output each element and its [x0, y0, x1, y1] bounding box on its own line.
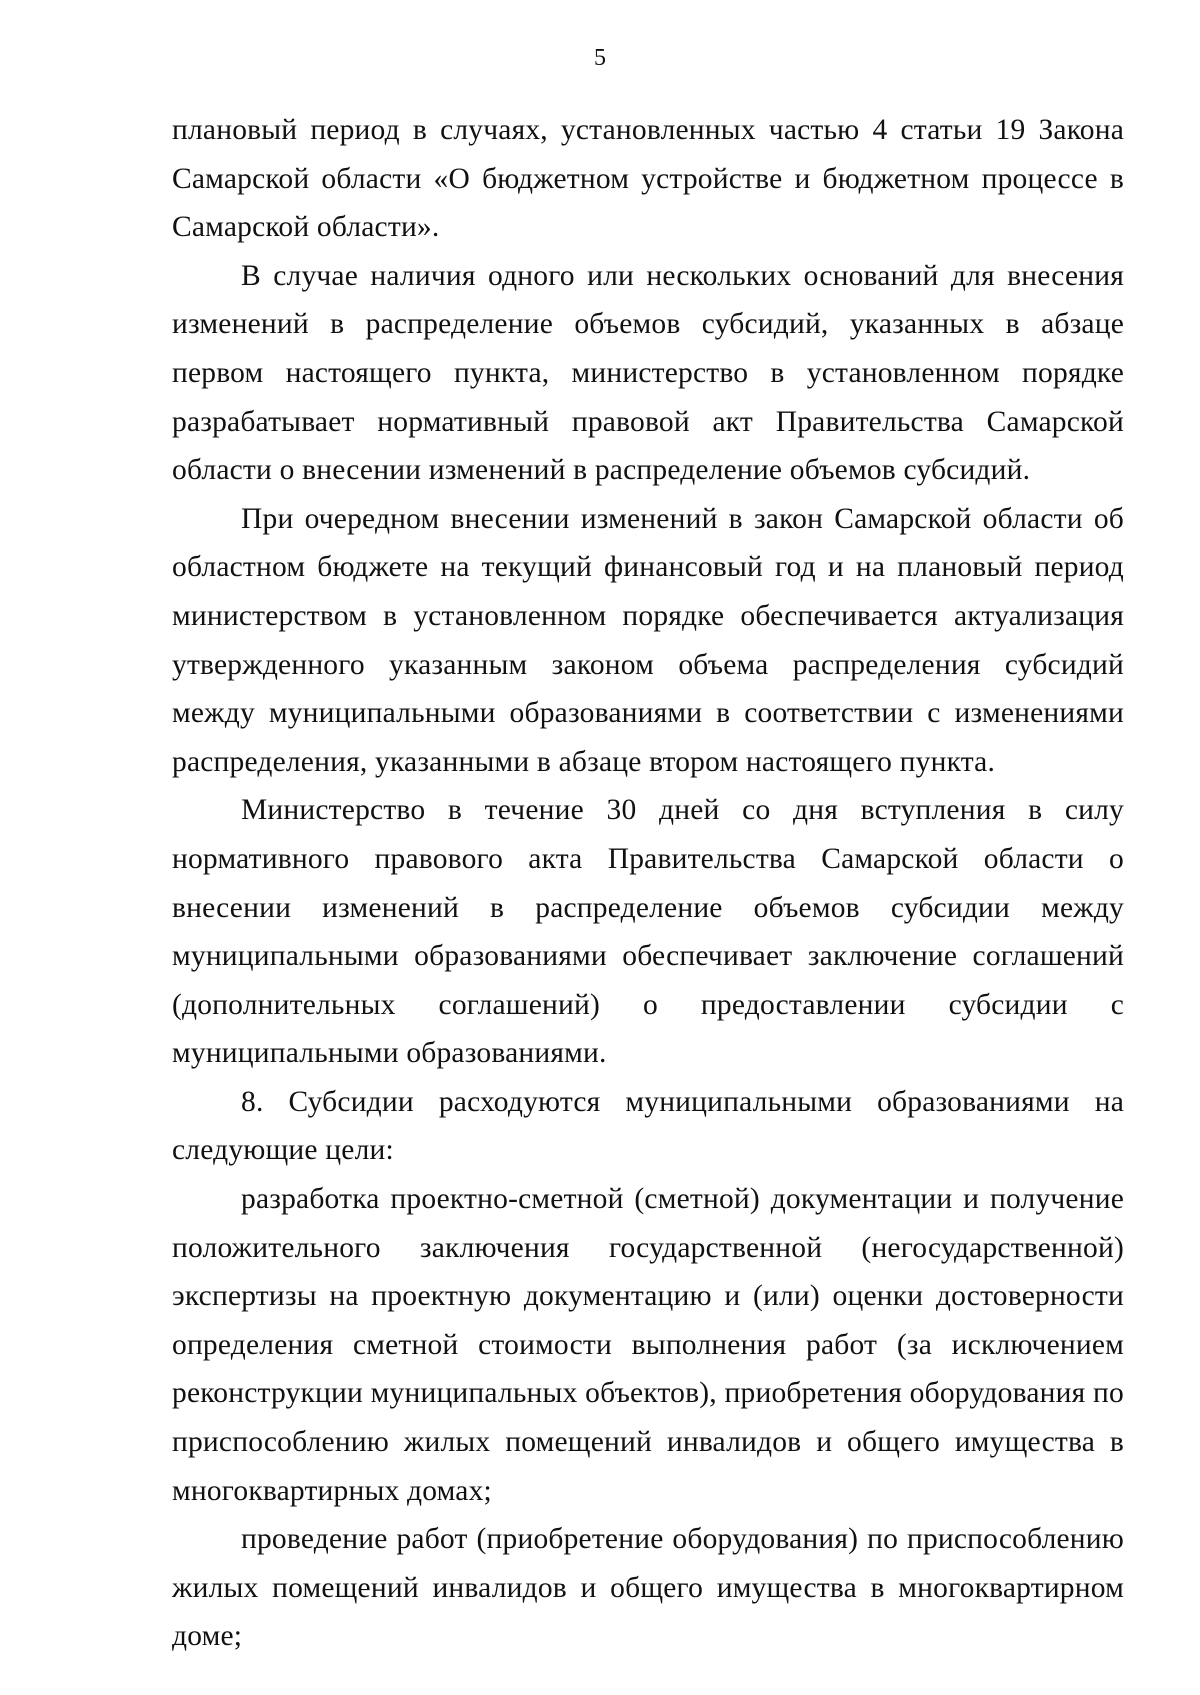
paragraph-item-8: 8. Субсидии расходуются муниципальными образованиями на следующие цели: — [172, 1085, 1124, 1167]
paragraph: проведение работ (приобретение оборудования) по приспособлению жилых помещений инвалидов и общего имущества в многоквартирном доме; — [172, 1523, 1124, 1653]
page-number: 5 — [594, 45, 606, 71]
paragraph: В случае наличия одного или нескольких оснований для внесения изменений в распределение объемов субсидий, указанных в абзаце первом настоящего пункта, министерство в установленном порядке разрабатывает нормативный правовой акт Правительства Самарской области о внесении изменений в распределение объемов субсидий. — [172, 259, 1124, 487]
document-body — [172, 106, 1124, 1661]
paragraph: При очередном внесении изменений в закон Самарской области об областном бюджете на текущий финансовый год и на плановый период министерством в установленном порядке обеспечивается актуализация утвержденного указанным законом объема распределения субсидий между муниципальными образованиями в соответствии с изменениями распределения, указанными в абзаце втором настоящего пункта. — [172, 502, 1124, 778]
paragraph: разработка проектно-сметной (сметной) документации и получение положительного заключения государственной (негосударственной) экспертизы на проектную документацию и (или) оценки достоверности определения сметной стоимости выполнения работ (за исключением реконструкции муниципальных объектов), приобретения оборудования по приспособлению жилых помещений инвалидов и общего имущества в многоквартирных домах; — [172, 1183, 1124, 1507]
paragraph: Министерство в течение 30 дней со дня вступления в силу нормативного правового акта Правительства Самарской области о внесении изменений в распределение объемов субсидии между муниципальными образованиями обеспечивает заключение соглашений (дополнительных соглашений) о предоставлении субсидии с муниципальными образованиями. — [172, 794, 1124, 1070]
paragraph-continuation: плановый период в случаях, установленных частью 4 статьи 19 Закона Самарской области «О бюджетном устройстве и бюджетном процессе в Самарской области». — [172, 114, 1124, 244]
